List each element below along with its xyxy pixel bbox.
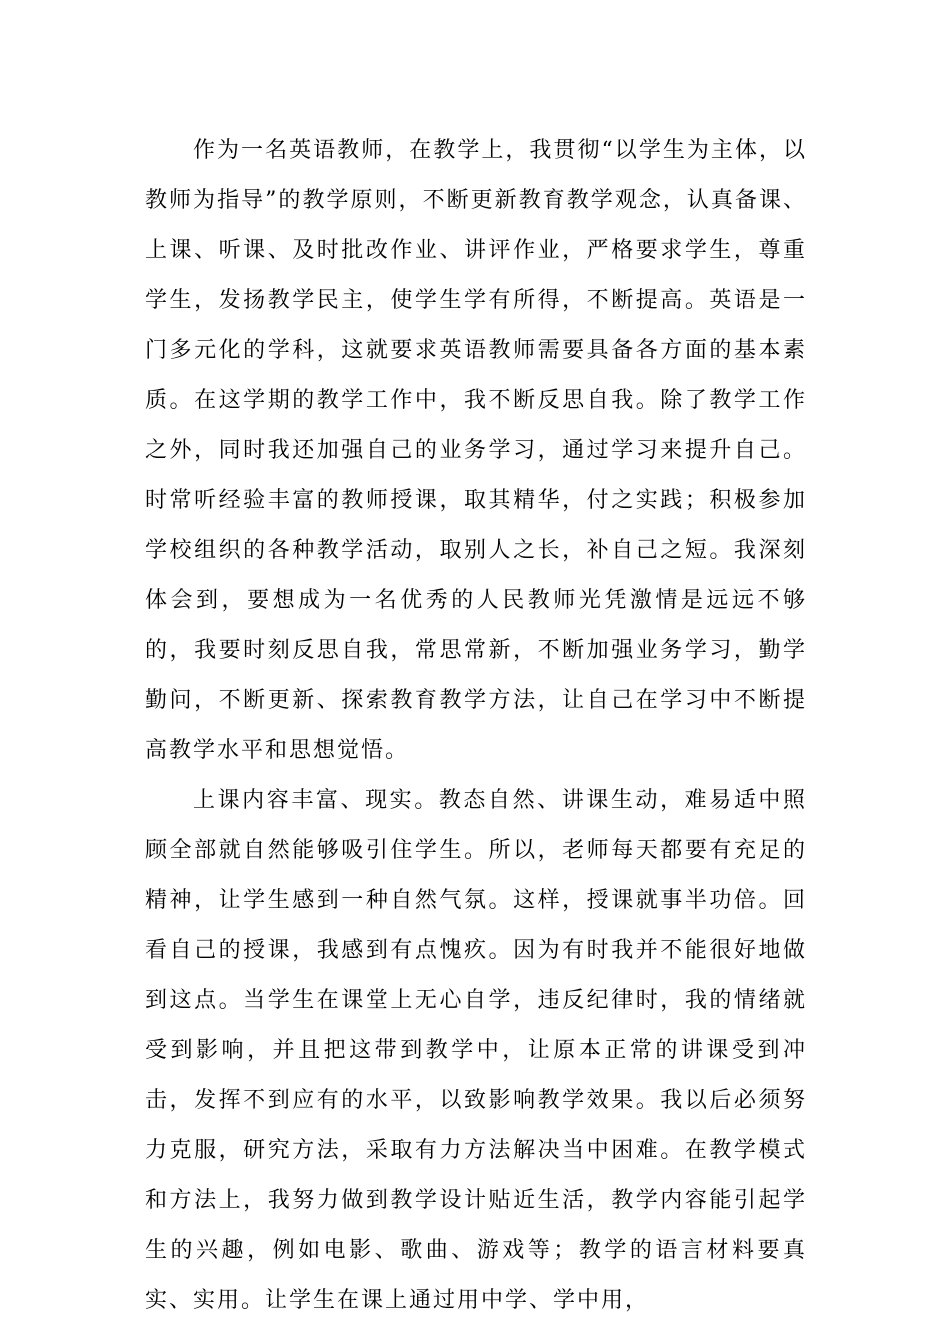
paragraph-teaching-principles: 作为一名英语教师，在教学上，我贯彻“以学生为主体，以教师为指导”的教学原则，不断更新教育教学观念，认真备课、上课、听课、及时批改作业、讲评作业，严格要求学生，尊重学生，发扬教学民主，使学生学有所得，不断提高。英语是一门多元化的学科，这就要求英语教师需要具备各方面的基本素质。在这学期的教学工作中，我不断反思自我。除了教学工作之外，同时我还加强自己的业务学习，通过学习来提升自己。时常听经验丰富的教师授课，取其精华，付之实践；积极参加学校组织的各种教学活动，取别人之长，补自己之短。我深刻体会到，要想成为一名优秀的人民教师光凭激情是远远不够的，我要时刻反思自我，常思常新，不断加强业务学习，勤学勤问，不断更新、探索教育教学方法，让自己在学习中不断提高教学水平和思想觉悟。 (145, 138, 807, 763)
paragraph-lesson-content: 上课内容丰富、现实。教态自然、讲课生动，难易适中照顾全部就自然能够吸引住学生。所以，老师每天都要有充足的精神，让学生感到一种自然气氛。这样，授课就事半功倍。回看自己的授课，我感到有点愧疚。因为有时我并不能很好地做到这点。当学生在课堂上无心自学，违反纪律时，我的情绪就受到影响，并且把这带到教学中，让原本正常的讲课受到冲击，发挥不到应有的水平，以致影响教学效果。我以后必须努力克服，研究方法，采取有力方法解决当中困难。在教学模式和方法上，我努力做到教学设计贴近生活，教学内容能引起学生的兴趣，例如电影、歌曲、游戏等；教学的语言材料要真实、实用。让学生在课上通过用中学、学中用， (145, 788, 807, 1313)
document-body (145, 126, 807, 1326)
